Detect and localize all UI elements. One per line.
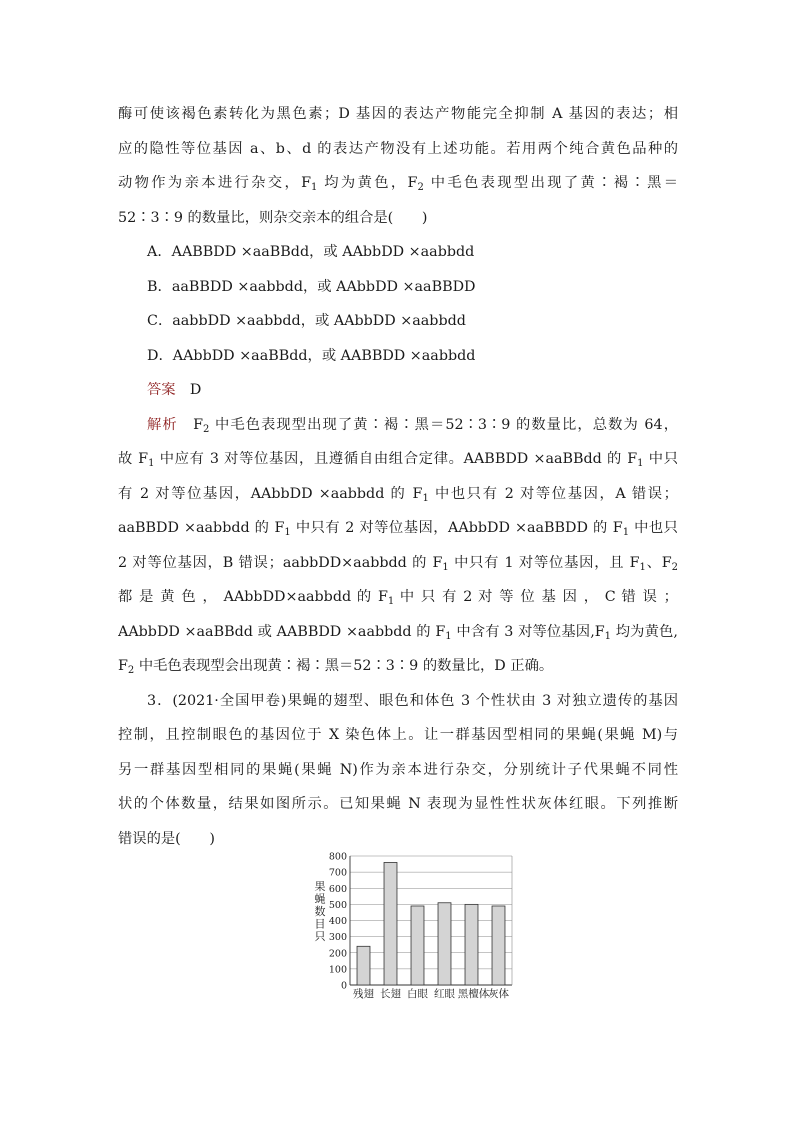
option-b[interactable]: B．aaBBDD ×aabbdd，或 AAbbDD ×aaBBDD [147, 278, 476, 295]
y-axis-label-char: 果 [314, 880, 326, 893]
bar [411, 906, 424, 985]
x-tick-label: 残翅 [353, 988, 374, 1000]
fruit-fly-bar-chart [308, 846, 528, 1006]
question3-line: 控制，且控制眼色的基因位于 X 染色体上。让一群基因型相同的果蝇(果蝇 M)与 [118, 727, 678, 743]
y-tick-label: 200 [328, 948, 347, 960]
analysis-line: $F_2$ 中毛色表现型会出现黄∶褐∶黑＝52∶3∶9 的数量比，D 正确。 [118, 658, 554, 676]
bar-chart-svg [308, 846, 528, 1006]
answer-value: D [189, 382, 202, 398]
analysis-line: 解析 $F_2$ 中毛色表现型出现了黄∶褐∶黑＝52∶3∶9 的数量比，总数为 64， [147, 416, 678, 435]
y-tick-label: 700 [328, 867, 347, 879]
x-tick-label: 灰体 [488, 988, 509, 1000]
x-tick-label: 红眼 [434, 988, 455, 1000]
y-tick-label: 0 [340, 980, 347, 992]
page-content [118, 97, 678, 856]
option-d[interactable]: D．AAbbDD ×aaBBdd，或 AABBDD ×aabbdd [147, 347, 476, 364]
analysis-line: AAbbDD ×aaBBdd 或 AABBDD ×aabbdd 的 $F_1$ 中含有 3 对等位基因$,F_1$ 均为黄色, [118, 623, 678, 642]
analysis-line: 都 是 黄 色 ， AAbbDD×aabbdd 的 $F_1$ 中 只 有 2 对 等 位 基 因 ， C 错 误 ； [118, 589, 678, 607]
x-tick-label: 长翅 [380, 988, 401, 1000]
bar [384, 862, 397, 985]
analysis-line: 有 2 对等位基因，AAbbDD ×aabbdd 的 $F_1$ 中也只有 2 对等位基因，A 错误； [118, 485, 678, 504]
question3-line: 另一群基因型相同的果蝇(果蝇 N)作为亲本进行杂交，分别统计子代果蝇不同性 [118, 761, 678, 778]
y-tick-label: 400 [328, 916, 347, 927]
y-axis-label-char: 只 [314, 930, 326, 943]
bar [465, 904, 478, 985]
y-tick-label: 100 [328, 964, 347, 976]
question-text-line: 动物作为亲本进行杂交，$F_1$ 均为黄色，$F_2$ 中毛色表现型出现了黄∶褐∶黑＝ [118, 175, 678, 193]
y-axis-label-char: 目 [314, 917, 326, 931]
analysis-line: 2 对等位基因，B 错误；aabbDD×aabbdd 的 $F_1$ 中只有 1 对等位基因，且 $F_1$、$F_2$ [118, 554, 678, 573]
bar [357, 946, 370, 985]
option-c[interactable]: C．aabbDD ×aabbdd，或 AAbbDD ×aabbdd [147, 313, 466, 329]
y-tick-label: 800 [328, 851, 347, 863]
y-tick-label: 300 [328, 932, 347, 944]
y-tick-label: 500 [328, 899, 347, 911]
y-axis-label-char: 数 [314, 905, 326, 918]
x-tick-label: 黑檀体 [457, 988, 490, 1000]
analysis-line: aaBBDD ×aabbdd 的 $F_1$ 中只有 2 对等位基因，AAbbDD ×aaBBDD 的 $F_1$ 中也只 [118, 520, 678, 538]
question-text-line: 52∶3∶9 的数量比，则杂交亲本的组合是( ) [118, 209, 428, 226]
question-text-line: 酶可使该褐色素转化为黑色素；D 基因的表达产物能完全抑制 A 基因的表达；相 [118, 106, 678, 122]
y-axis-label-char: 蝇 [314, 892, 326, 906]
question3-line: 3．(2021·全国甲卷)果蝇的翅型、眼色和体色 3 个性状由 3 对独立遗传的基因 [147, 692, 678, 709]
y-tick-label: 600 [328, 883, 347, 895]
analysis-line: 故 $F_1$ 中应有 3 对等位基因，且遵循自由组合定律。AABBDD ×aaBBdd 的 $F_1$ 中只 [118, 451, 678, 469]
question3-line: 错误的是( ) [118, 830, 215, 847]
bar [438, 903, 451, 985]
answer-label: 答案 [147, 382, 176, 398]
question3-line: 状的个体数量，结果如图所示。已知果蝇 N 表现为显性性状灰体红眼。下列推断 [118, 796, 678, 812]
question-text-line: 应的隐性等位基因 a、b、d 的表达产物没有上述功能。若用两个纯合黄色品种的 [118, 140, 678, 157]
analysis-label: 解析 [147, 416, 178, 433]
x-tick-label: 白眼 [407, 988, 428, 1000]
bar [492, 906, 505, 985]
answer-line [118, 373, 678, 408]
option-a[interactable]: A．AABBDD ×aaBBdd，或 AAbbDD ×aabbdd [147, 244, 475, 260]
